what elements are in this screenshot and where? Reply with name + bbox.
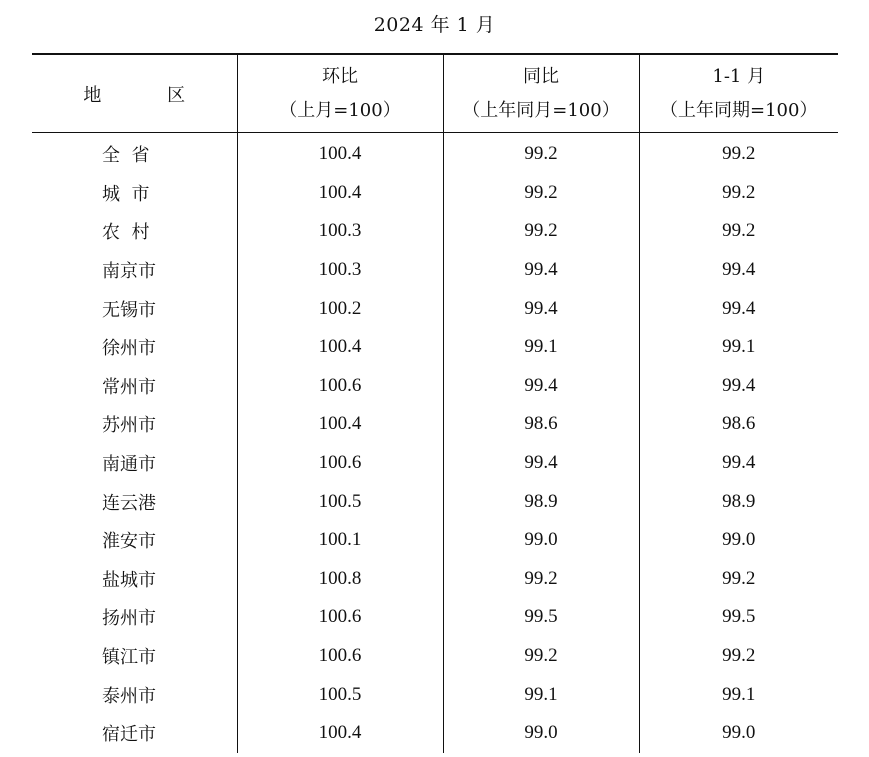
- mom-index-cell: 100.4: [237, 133, 443, 174]
- table-row: [32, 714, 838, 753]
- region-name-cell: 常州市: [102, 376, 156, 398]
- cumulative-header-title: 1-1 月: [712, 65, 766, 87]
- region-name-cell: 苏州市: [102, 415, 156, 437]
- mom-index-cell: 100.5: [237, 675, 443, 714]
- region-name-cell: 全 省: [102, 145, 150, 167]
- region-name-cell: 镇江市: [102, 647, 156, 669]
- table-row: [32, 289, 838, 328]
- yoy-index-cell: 99.2: [443, 212, 639, 251]
- mom-index-cell: 100.4: [237, 714, 443, 753]
- table-row: [32, 675, 838, 714]
- cumulative-index-cell: 99.4: [639, 289, 838, 328]
- yoy-index-cell: 99.0: [443, 714, 639, 753]
- table-row: [32, 212, 838, 251]
- region-column-header: 地 区: [83, 84, 216, 106]
- region-name-cell: 农 村: [102, 222, 150, 244]
- region-name-cell: 泰州市: [102, 685, 156, 707]
- table-row: [32, 133, 838, 174]
- yoy-index-cell: 99.2: [443, 174, 639, 213]
- mom-column-header: [237, 54, 443, 133]
- yoy-column-header: [443, 54, 639, 133]
- cumulative-header-base: （上年同期=100）: [660, 99, 818, 121]
- cumulative-index-cell: 99.2: [639, 637, 838, 676]
- mom-index-cell: 100.6: [237, 367, 443, 406]
- yoy-index-cell: 98.6: [443, 405, 639, 444]
- mom-index-cell: 100.5: [237, 482, 443, 521]
- yoy-index-cell: 99.2: [443, 133, 639, 174]
- region-name-cell: 城 市: [102, 183, 150, 205]
- cumulative-column-header: [639, 54, 838, 133]
- table-row: [32, 560, 838, 599]
- mom-index-cell: 100.8: [237, 560, 443, 599]
- yoy-index-cell: 99.2: [443, 560, 639, 599]
- page-title: 2024 年 1 月: [373, 14, 496, 36]
- mom-header-title: 环比: [322, 65, 358, 87]
- mom-index-cell: 100.6: [237, 598, 443, 637]
- cumulative-index-cell: 99.1: [639, 675, 838, 714]
- region-name-cell: 南京市: [102, 261, 156, 283]
- yoy-index-cell: 99.2: [443, 637, 639, 676]
- mom-index-cell: 100.1: [237, 521, 443, 560]
- cumulative-index-cell: 99.5: [639, 598, 838, 637]
- region-name-cell: 盐城市: [102, 569, 156, 591]
- yoy-header-title: 同比: [523, 65, 559, 87]
- table-row: [32, 521, 838, 560]
- yoy-index-cell: 99.4: [443, 289, 639, 328]
- region-name-cell: 南通市: [102, 454, 156, 476]
- mom-index-cell: 100.3: [237, 251, 443, 290]
- mom-index-cell: 100.4: [237, 328, 443, 367]
- cumulative-index-cell: 98.6: [639, 405, 838, 444]
- price-index-table: [32, 53, 838, 753]
- table-row: [32, 174, 838, 213]
- cumulative-index-cell: 99.2: [639, 560, 838, 599]
- table-row: [32, 637, 838, 676]
- region-name-cell: 徐州市: [102, 338, 156, 360]
- cumulative-index-cell: 99.0: [639, 714, 838, 753]
- mom-header-base: （上月=100）: [279, 99, 401, 121]
- cumulative-index-cell: 99.4: [639, 444, 838, 483]
- table-row: [32, 328, 838, 367]
- table-row: [32, 405, 838, 444]
- mom-index-cell: 100.4: [237, 405, 443, 444]
- region-name-cell: 连云港: [102, 492, 156, 514]
- table-row: [32, 482, 838, 521]
- cumulative-index-cell: 99.4: [639, 251, 838, 290]
- cumulative-index-cell: 98.9: [639, 482, 838, 521]
- yoy-index-cell: 99.0: [443, 521, 639, 560]
- table-header-row: [32, 54, 838, 133]
- yoy-index-cell: 98.9: [443, 482, 639, 521]
- cumulative-index-cell: 99.2: [639, 212, 838, 251]
- yoy-index-cell: 99.5: [443, 598, 639, 637]
- table-row: [32, 444, 838, 483]
- yoy-header-base: （上年同月=100）: [462, 99, 620, 121]
- table-row: [32, 367, 838, 406]
- cumulative-index-cell: 99.2: [639, 133, 838, 174]
- cumulative-index-cell: 99.4: [639, 367, 838, 406]
- yoy-index-cell: 99.4: [443, 444, 639, 483]
- mom-index-cell: 100.4: [237, 174, 443, 213]
- yoy-index-cell: 99.4: [443, 367, 639, 406]
- region-name-cell: 扬州市: [102, 608, 156, 630]
- mom-index-cell: 100.6: [237, 637, 443, 676]
- table-row: [32, 251, 838, 290]
- mom-index-cell: 100.3: [237, 212, 443, 251]
- region-name-cell: 无锡市: [102, 299, 156, 321]
- table-body: [32, 133, 838, 753]
- region-name-cell: 淮安市: [102, 531, 156, 553]
- yoy-index-cell: 99.1: [443, 675, 639, 714]
- region-name-cell: 宿迁市: [102, 724, 156, 746]
- yoy-index-cell: 99.4: [443, 251, 639, 290]
- mom-index-cell: 100.2: [237, 289, 443, 328]
- cumulative-index-cell: 99.0: [639, 521, 838, 560]
- yoy-index-cell: 99.1: [443, 328, 639, 367]
- cumulative-index-cell: 99.2: [639, 174, 838, 213]
- mom-index-cell: 100.6: [237, 444, 443, 483]
- cumulative-index-cell: 99.1: [639, 328, 838, 367]
- table-row: [32, 598, 838, 637]
